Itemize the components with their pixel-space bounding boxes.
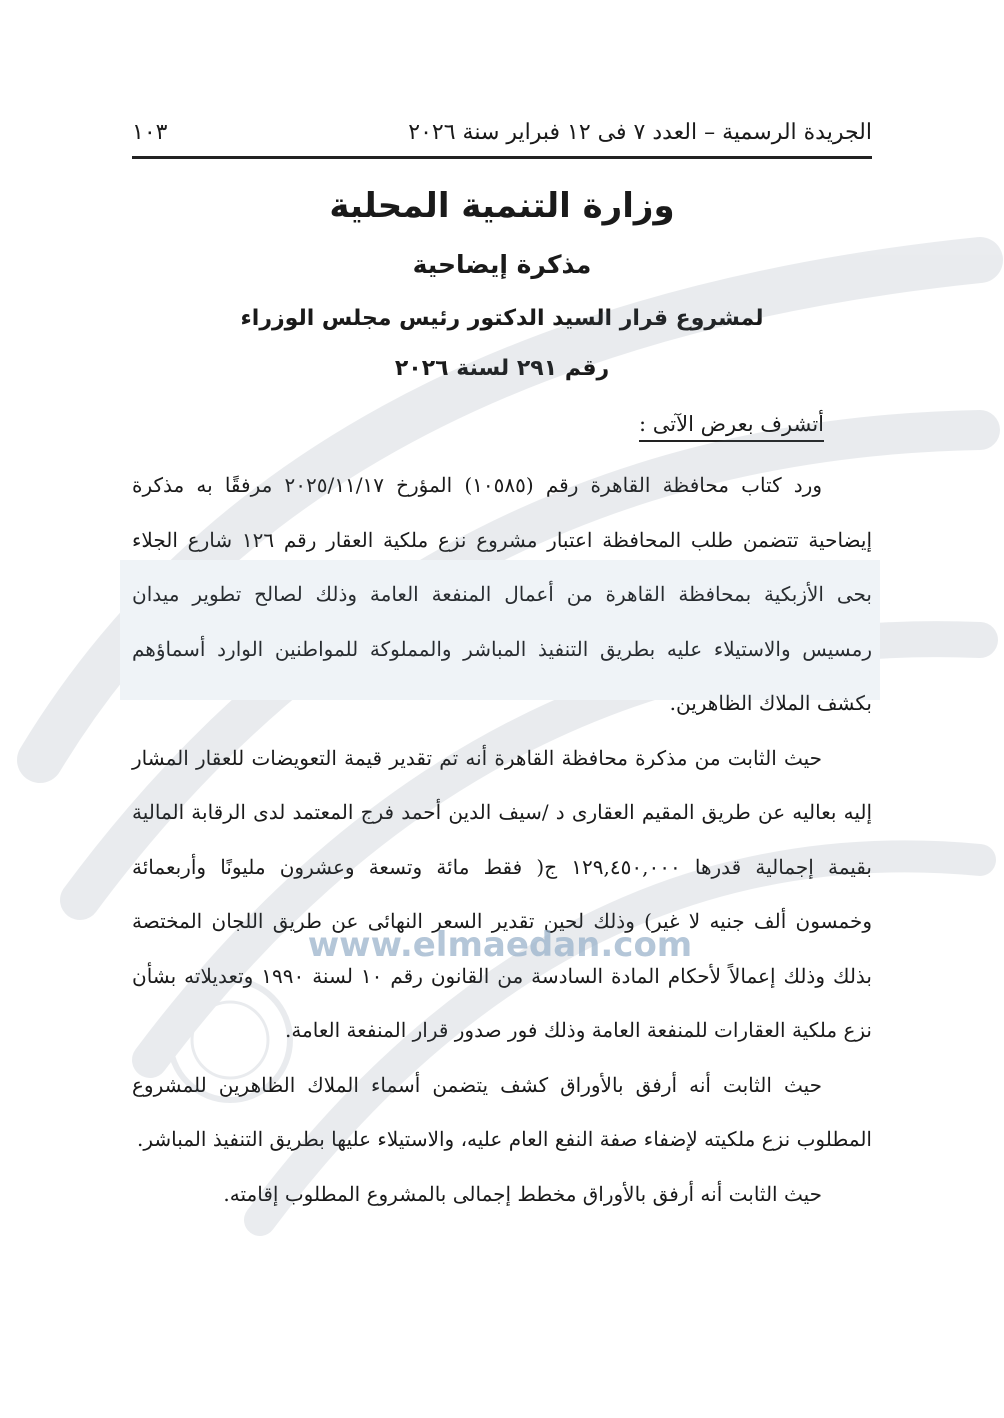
memo-title: مذكرة إيضاحية (412, 250, 592, 279)
page-number: ١٠٣ (132, 119, 168, 145)
gazette-header-title: الجريدة الرسمية – العدد ٧ فى ١٢ فبراير سنة ٢٠٢٦ (408, 119, 872, 145)
watermark-url: www.elmaedan.com (307, 925, 693, 965)
intro-text: أتشرف بعرض الآتى : (639, 412, 824, 442)
memo-subject: لمشروع قرار السيد الدكتور رئيس مجلس الوزراء (240, 306, 764, 331)
intro-line (639, 412, 824, 436)
paragraph-2: حيث الثابت من مذكرة محافظة القاهرة أنه تم تقدير قيمة التعويضات للعقار المشار إليه بعاليه عن طريق المقيم العقارى د /سيف الدين أحمد فرج المعتمد لدى الرقابة المالية بقيمة إجمالية قدرها ١٢٩,٤٥٠,٠٠٠ ج( فقط مائة وتسعة وعشرون مليونًا وأربعمائة وخمسون ألف جنيه لا غير) وذلك لحين تقدير السعر النهائى عن طريق اللجان المختصة بذلك وذلك إعمالاً لأحكام المادة السادسة من القانون رقم ١٠ لسنة ١٩٩٠ وتعديلاته بشأن نزع ملكية العقارات للمنفعة العامة وذلك فور صدور قرار المنفعة العامة. (132, 745, 872, 1042)
paragraph-1: ورد كتاب محافظة القاهرة رقم (١٠٥٨٥) المؤرخ ٢٠٢٥/١١/١٧ مرفقًا به مذكرة إيضاحية تتضمن طلب المحافظة اعتبار مشروع نزع ملكية العقار رقم ١٢٦ شارع الجلاء بحى الأزبكية بمحافظة القاهرة من أعمال المنفعة العامة وذلك لصالح تطوير ميدان رمسيس والاستيلاء عليه بطريق التنفيذ المباشر والمملوكة للمواطنين الوارد أسماؤهم بكشف الملاك الظاهرين. (132, 473, 873, 715)
header-divider (132, 156, 872, 159)
decree-number: رقم ٢٩١ لسنة ٢٠٢٦ (394, 356, 610, 381)
page-header (132, 112, 872, 152)
paragraph-4: حيث الثابت أنه أرفق بالأوراق مخطط إجمالى بالمشروع المطلوب إقامته. (223, 1181, 822, 1206)
paragraph-3: حيث الثابت أنه أرفق بالأوراق كشف يتضمن أسماء الملاك الظاهرين للمشروع المطلوب نزع ملكيته لإضفاء صفة النفع العام عليه، والاستيلاء عليها بطريق التنفيذ المباشر. (132, 1072, 872, 1151)
ministry-title: وزارة التنمية المحلية (329, 186, 675, 226)
memo-body (132, 458, 872, 1221)
